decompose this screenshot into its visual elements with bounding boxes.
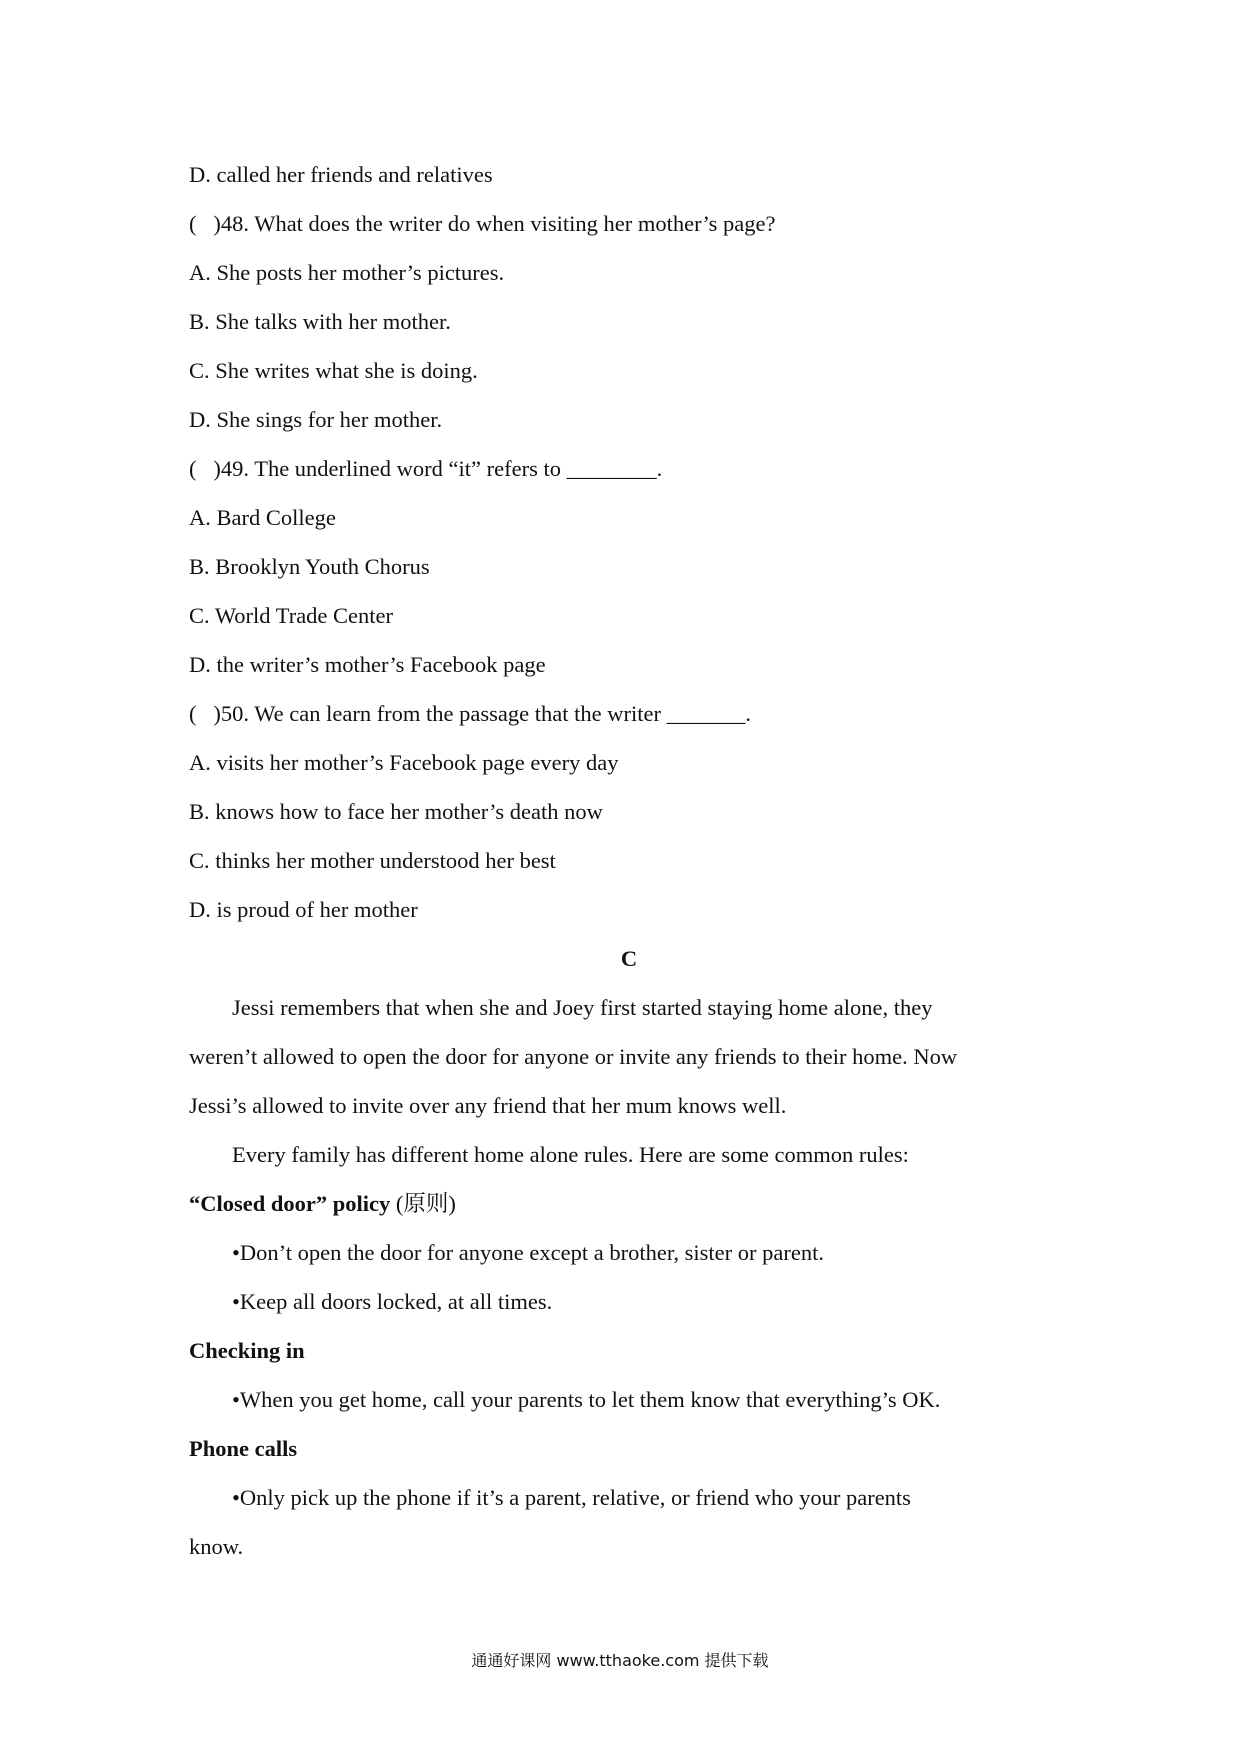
q50-option-c: C. thinks her mother understood her best bbox=[189, 848, 556, 873]
heading-phone-calls: Phone calls bbox=[189, 1436, 298, 1461]
q50-option-d: D. is proud of her mother bbox=[189, 897, 418, 922]
rule-4-line-1: •Only pick up the phone if it’s a parent, relative, or friend who your parents bbox=[232, 1485, 911, 1510]
q48-question: ( )48. What does the writer do when visiting her mother’s page? bbox=[189, 211, 776, 236]
rule-1: •Don’t open the door for anyone except a brother, sister or parent. bbox=[232, 1240, 824, 1265]
paragraph-1-line-3: Jessi’s allowed to invite over any friend that her mum knows well. bbox=[189, 1093, 787, 1118]
paragraph-1-line-1: Jessi remembers that when she and Joey first started staying home alone, they bbox=[232, 995, 933, 1020]
q48-option-b: B. She talks with her mother. bbox=[189, 309, 451, 334]
page-footer: 通通好课网 www.tthaoke.com 提供下载 bbox=[471, 1651, 769, 1670]
q48-option-c: C. She writes what she is doing. bbox=[189, 358, 478, 383]
section-c-heading: C bbox=[620, 946, 638, 971]
rule-4-line-2: know. bbox=[189, 1534, 244, 1559]
heading-closed-door-text: “Closed door” policy bbox=[189, 1191, 391, 1216]
q49-question: ( )49. The underlined word “it” refers to ________. bbox=[189, 456, 663, 481]
q50-option-a: A. visits her mother’s Facebook page every day bbox=[189, 750, 619, 775]
q49-option-b: B. Brooklyn Youth Chorus bbox=[189, 554, 430, 579]
q50-question: ( )50. We can learn from the passage that the writer _______. bbox=[189, 701, 751, 726]
q49-option-d: D. the writer’s mother’s Facebook page bbox=[189, 652, 546, 677]
paragraph-1-line-2: weren’t allowed to open the door for anyone or invite any friends to their home. Now bbox=[189, 1044, 958, 1069]
q48-option-d: D. She sings for her mother. bbox=[189, 407, 443, 432]
q50-option-b: B. knows how to face her mother’s death now bbox=[189, 799, 603, 824]
q47-option-d: D. called her friends and relatives bbox=[189, 162, 493, 187]
heading-closed-door-policy bbox=[189, 1189, 456, 1219]
q49-option-c: C. World Trade Center bbox=[189, 603, 394, 628]
heading-checking-in: Checking in bbox=[189, 1338, 305, 1363]
rule-3: •When you get home, call your parents to let them know that everything’s OK. bbox=[232, 1387, 941, 1412]
q48-option-a: A. She posts her mother’s pictures. bbox=[189, 260, 505, 285]
rule-2: •Keep all doors locked, at all times. bbox=[232, 1289, 553, 1314]
heading-closed-door-note: (原则) bbox=[390, 1191, 456, 1216]
paragraph-2: Every family has different home alone rules. Here are some common rules: bbox=[232, 1142, 909, 1167]
q49-option-a: A. Bard College bbox=[189, 505, 336, 530]
